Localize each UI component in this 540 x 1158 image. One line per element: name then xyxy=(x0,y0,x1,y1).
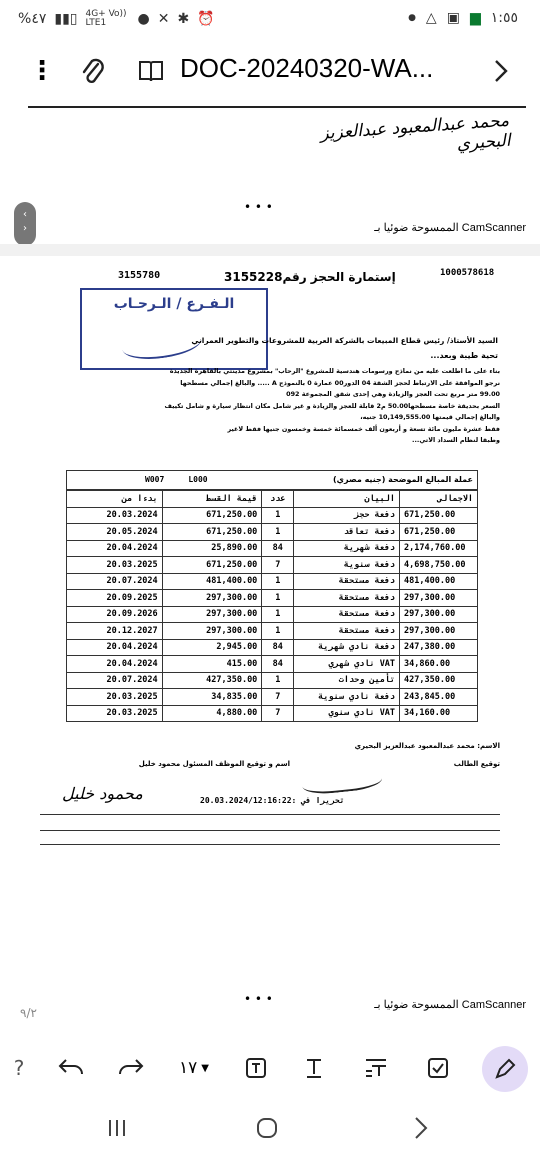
cell-amount: 297,300.00 xyxy=(162,590,262,607)
table-row xyxy=(67,656,478,673)
cell-count: 1 xyxy=(262,606,294,623)
document-view[interactable] xyxy=(0,102,540,1040)
applicant-signature xyxy=(301,764,383,796)
chevron-right-icon[interactable] xyxy=(488,56,514,86)
cell-desc: دفعة سنوية xyxy=(294,557,400,574)
battery-level: %٤٧ xyxy=(18,11,47,27)
form-number-left: 3155780 xyxy=(118,270,161,281)
table-row xyxy=(67,705,478,722)
cell-total: 671,250.00 xyxy=(400,524,478,541)
employee-label: اسم و توقيع الموظف المسئول محمود خليل xyxy=(138,760,290,768)
scroll-handle[interactable] xyxy=(14,202,36,246)
table-row xyxy=(67,573,478,590)
body-line: فقط عشرة مليون مائة تسعة و أربعون ألف خمسمائة خمسة وخمسون جنيها فقط لاغير xyxy=(227,424,500,433)
status-bar xyxy=(0,0,540,40)
cell-desc: تأمين وحدات xyxy=(294,672,400,689)
body-line: 99.00 متر مربع تحت العجز والزيادة وهي إحدى شقق المجموعة 092 xyxy=(286,390,500,398)
col-header-total: الاجمالى xyxy=(400,491,478,508)
cell-amount: 671,250.00 xyxy=(162,507,262,524)
cell-start: 20.07.2024 xyxy=(67,573,163,590)
network-label: 4G+ Vo)) LTE1 xyxy=(85,9,127,28)
cell-total: 4,698,750.00 xyxy=(400,557,478,574)
cell-start: 20.04.2024 xyxy=(67,540,163,557)
cell-count: 1 xyxy=(262,623,294,640)
font-size-value: ١٧ xyxy=(179,1058,198,1078)
cell-total: 427,350.00 xyxy=(400,672,478,689)
body-line: نرجو الموافقة على الارتباط لحجز الشقة 04 الدور00 عمارة 0 بالنموذج A ..... والبالغ إجمالي مسطحها xyxy=(180,378,500,387)
table-header-row xyxy=(67,491,478,508)
addressee: السيد الأستاذ/ رئيس قطاع المبيعات بالشركة العربية للمشروعات والتطوير العمراني xyxy=(191,336,498,345)
cell-start: 20.03.2025 xyxy=(67,705,163,722)
col-header-start: بدءا من xyxy=(67,491,163,508)
flag-icon: ▆ xyxy=(469,10,481,26)
cell-total: 671,250.00 xyxy=(400,507,478,524)
table-row xyxy=(67,524,478,541)
branch-stamp xyxy=(80,288,268,370)
cell-amount: 671,250.00 xyxy=(162,557,262,574)
dot-icon: ● xyxy=(408,13,416,23)
undo-icon[interactable] xyxy=(54,1052,88,1084)
body-line: بناء على ما اطلعت عليه من نماذج ورسومات هندسية للمشروع "الرحاب" بمشروع مدينتي بالقاهرة الجديدة xyxy=(169,367,500,375)
cell-amount: 34,835.00 xyxy=(162,689,262,706)
text-icon[interactable] xyxy=(300,1054,328,1082)
camscanner-label: الممسوحة ضوئيا بـ CamScanner xyxy=(374,222,526,234)
cell-amount: 4,880.00 xyxy=(162,705,262,722)
edit-toolbar xyxy=(0,1040,540,1100)
cell-start: 20.04.2024 xyxy=(67,656,163,673)
cell-desc: VAT نادي سنوي xyxy=(294,705,400,722)
cell-count: 1 xyxy=(262,573,294,590)
cell-desc: دفعة حجز xyxy=(294,507,400,524)
bluetooth-icon: ✱ xyxy=(177,11,190,27)
cell-amount: 297,300.00 xyxy=(162,606,262,623)
location-icon: ● xyxy=(137,11,150,27)
cell-total: 243,845.00 xyxy=(400,689,478,706)
cell-count: 1 xyxy=(262,672,294,689)
date-line: تحريرا في :20.03.2024/12:16:22 xyxy=(200,796,345,805)
body-line: وطبقا لنظام السداد الاتي... xyxy=(412,436,500,444)
rule-2 xyxy=(40,830,500,831)
signature-label: توقيع الطالب xyxy=(453,760,500,768)
cell-amount: 427,350.00 xyxy=(162,672,262,689)
cell-start: 20.09.2026 xyxy=(67,606,163,623)
table-row xyxy=(67,507,478,524)
cell-start: 20.05.2024 xyxy=(67,524,163,541)
cell-count: 1 xyxy=(262,524,294,541)
clock-time: ١:٥٥ xyxy=(490,10,518,26)
pen-icon[interactable] xyxy=(482,1046,528,1092)
document-title: DOC-20240320-WA... xyxy=(180,53,434,83)
recent-apps-icon[interactable] xyxy=(100,1112,134,1144)
stamp-label: الـفـرع / الـرحـاب xyxy=(113,296,235,312)
cell-total: 297,300.00 xyxy=(400,623,478,640)
form-title: إستمارة الحجز رقم3155228 xyxy=(224,270,396,284)
cell-count: 1 xyxy=(262,507,294,524)
cell-desc: دفعة نادي سنوية xyxy=(294,689,400,706)
cell-count: 7 xyxy=(262,689,294,706)
camscanner-label-2: الممسوحة ضوئيا بـ CamScanner xyxy=(374,999,526,1011)
mute-icon: ✕ xyxy=(157,11,170,27)
name-line: الاسم: محمد عبدالمعبود عبدالعزيز البحيري xyxy=(354,742,500,750)
table-row xyxy=(67,639,478,656)
payment-table xyxy=(66,490,478,722)
cell-amount: 25,890.00 xyxy=(162,540,262,557)
cell-total: 297,300.00 xyxy=(400,606,478,623)
handwritten-name: محمد عبدالمعبود عبدالعزيز البحيري xyxy=(319,110,512,155)
body-line: والبالغ إجمالي قيمتها 10,149,555.00 جنيه، xyxy=(360,413,500,421)
cell-desc: دفعة شهرية xyxy=(294,540,400,557)
rule-1 xyxy=(40,814,500,815)
table-row xyxy=(67,557,478,574)
cell-start: 20.03.2025 xyxy=(67,689,163,706)
cell-amount: 481,400.00 xyxy=(162,573,262,590)
app-bar xyxy=(0,40,540,102)
cell-desc: دفعة نادي شهرية xyxy=(294,639,400,656)
cell-desc: دفعة مستحقة xyxy=(294,590,400,607)
col-header-amount: قيمة القسط xyxy=(162,491,262,508)
cell-amount: 415.00 xyxy=(162,656,262,673)
rule-3 xyxy=(40,844,500,845)
dots-2: • • • xyxy=(244,992,273,1006)
cell-start: 20.03.2024 xyxy=(67,507,163,524)
payment-table-wrap xyxy=(66,470,478,722)
table-row xyxy=(67,623,478,640)
paperclip-icon[interactable] xyxy=(78,54,108,88)
cell-count: 84 xyxy=(262,540,294,557)
cell-total: 297,300.00 xyxy=(400,590,478,607)
dots: • • • xyxy=(244,200,273,214)
book-icon[interactable] xyxy=(136,56,166,86)
marker-icon[interactable]: ? xyxy=(13,1056,25,1080)
employee-signature: محمود خليل xyxy=(62,784,143,803)
form-page xyxy=(0,256,540,1006)
checkbox-icon[interactable] xyxy=(424,1054,452,1082)
table-row xyxy=(67,672,478,689)
body-line: السعر بحديقة خاصة مسطحها50.00 م2 قابلة للعجز والزيادة و غير شامل مكان انتظار سيارة و شامل تكييف xyxy=(164,401,500,410)
cell-count: 84 xyxy=(262,656,294,673)
table-row xyxy=(67,606,478,623)
form-number-right: 1000578618 xyxy=(440,268,495,278)
cell-desc: دفعة مستحقة xyxy=(294,573,400,590)
redo-icon[interactable] xyxy=(114,1052,148,1084)
signal-icon: ▮▮▯ xyxy=(54,11,78,27)
table-row xyxy=(67,590,478,607)
table-caption: عملة المبالغ الموضحة (جنيه مصري) xyxy=(332,475,473,484)
font-size-select[interactable] xyxy=(172,1052,216,1084)
cell-start: 20.03.2025 xyxy=(67,557,163,574)
table-row xyxy=(67,689,478,706)
col-header-count: عدد xyxy=(262,491,294,508)
scroll-up-icon: ‹ xyxy=(23,209,27,220)
cell-amount: 671,250.00 xyxy=(162,524,262,541)
cell-count: 7 xyxy=(262,557,294,574)
cell-desc: VAT نادي شهري xyxy=(294,656,400,673)
cell-total: 247,380.00 xyxy=(400,639,478,656)
cell-total: 34,860.00 xyxy=(400,656,478,673)
table-codes: W007 L000 xyxy=(145,475,208,484)
page-separator xyxy=(0,244,540,256)
system-nav-bar xyxy=(0,1100,540,1158)
cell-start: 20.04.2024 xyxy=(67,639,163,656)
cell-total: 481,400.00 xyxy=(400,573,478,590)
table-header-bar xyxy=(66,470,478,490)
cell-start: 20.07.2024 xyxy=(67,672,163,689)
cell-amount: 297,300.00 xyxy=(162,623,262,640)
text-style-icon[interactable] xyxy=(362,1054,390,1082)
col-header-desc: البيان xyxy=(294,491,400,508)
alarm-icon: ⏰ xyxy=(197,11,215,27)
cell-total: 34,160.00 xyxy=(400,705,478,722)
table-row xyxy=(67,540,478,557)
cell-desc: دفعة مستحقة xyxy=(294,623,400,640)
cell-count: 7 xyxy=(262,705,294,722)
cell-desc: دفعة تعاقد xyxy=(294,524,400,541)
cell-start: 20.09.2025 xyxy=(67,590,163,607)
cell-total: 2,174,760.00 xyxy=(400,540,478,557)
scroll-down-icon: › xyxy=(23,223,27,234)
dropdown-icon: ▼ xyxy=(201,1062,209,1074)
greeting: تحية طيبة وبعد... xyxy=(430,351,498,360)
top-rule xyxy=(28,106,526,108)
image-icon: ▣ xyxy=(446,10,460,26)
home-icon[interactable] xyxy=(250,1112,284,1144)
cell-amount: 2,945.00 xyxy=(162,639,262,656)
cell-start: 20.12.2027 xyxy=(67,623,163,640)
page-indicator: ٩/٢ xyxy=(20,1006,37,1020)
notification-icon: △ xyxy=(425,10,437,26)
back-icon[interactable] xyxy=(404,1112,438,1144)
cell-count: 1 xyxy=(262,590,294,607)
text-box-icon[interactable] xyxy=(242,1054,270,1082)
cell-count: 84 xyxy=(262,639,294,656)
body-text xyxy=(40,366,500,447)
more-vert-icon[interactable]: ⋮ xyxy=(29,56,55,86)
cell-desc: دفعة مستحقة xyxy=(294,606,400,623)
